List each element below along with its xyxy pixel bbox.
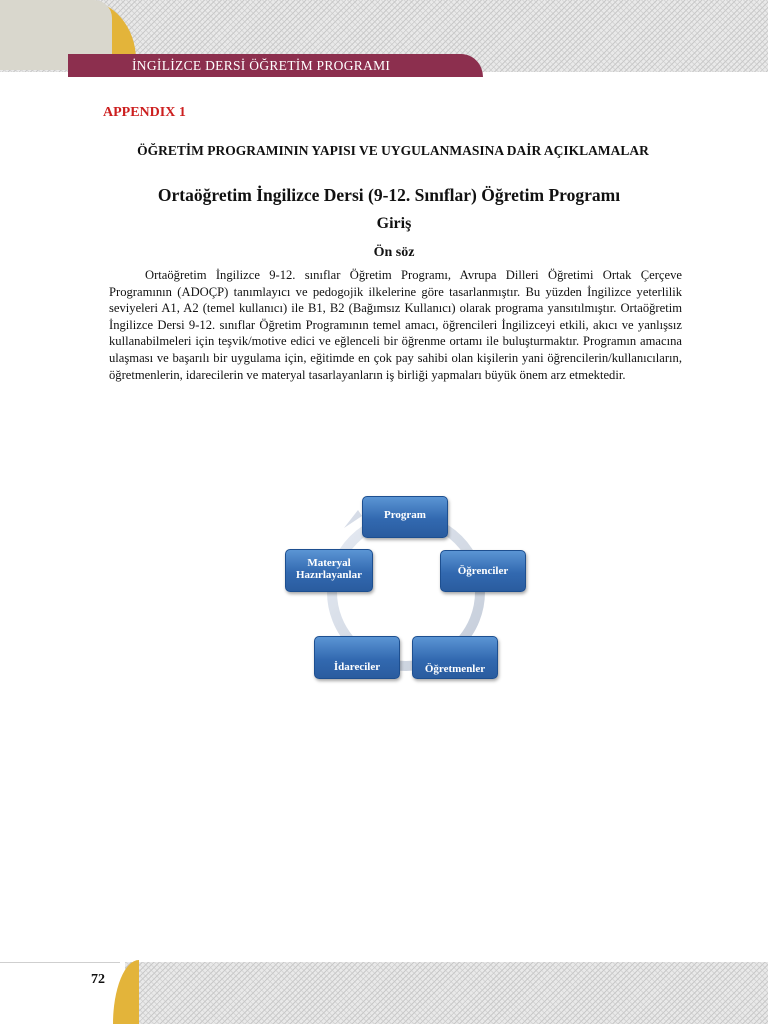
node-idareciler: İdareciler xyxy=(314,636,400,679)
node-ogretmenler: Öğretmenler xyxy=(412,636,498,679)
appendix-label: APPENDIX 1 xyxy=(103,105,186,120)
preface-paragraph: Ortaöğretim İngilizce 9-12. sınıflar Öğretim Programı, Avrupa Dilleri Öğretimi Ortak Çerçeve Programının (ADOÇP) tanımlayıcı ve pedogojik ilkelerine göre tasarlanmıştır. Bu yüzden İngilizce yeterlilik seviyeleri A1, A2 (temel kullanıcı) ile B1, B2 (Bağımsız Kullanıcı) olarak programa yansıtılmıştır. Ortaöğretim İngilizce Dersi 9-12. sınıflar Öğretim Programının temel amacı, öğrencileri İngilizceyi etkili, akıcı ve yanlışsız kullanabilmeleri için teşvik/motive edici ve eğlenceli bir öğrenme ortamı ile buluşturmaktır. Programın amacına ulaşması ve başarılı bir uygulama için, eğitimde en çok pay sahibi olan kişilerin yani öğrencilerin/kullanıcıların, öğretmenlerin, idarecilerin ve materyal tasarlayanların iş birliği yapmaları büyük önem arz etmektedir. xyxy=(109,268,682,382)
footer-hatched-background xyxy=(125,962,768,1024)
document-title: Ortaöğretim İngilizce Dersi (9-12. Sınıflar) Öğretim Programı xyxy=(157,185,621,205)
section-heading: ÖĞRETİM PROGRAMININ YAPISI VE UYGULANMASINA DAİR AÇIKLAMALAR xyxy=(137,143,649,158)
running-header-title: İNGİLİZCE DERSİ ÖĞRETİM PROGRAMI xyxy=(132,58,391,73)
node-materyal-hazirlayanlar: Materyal Hazırlayanlar xyxy=(285,549,373,592)
page-number: 72 xyxy=(91,972,105,987)
preface-heading: Ön söz xyxy=(373,245,415,260)
intro-heading: Giriş xyxy=(376,215,412,232)
node-program: Program xyxy=(362,496,448,538)
cycle-arrowhead xyxy=(344,510,362,528)
stakeholder-cycle-diagram xyxy=(280,492,532,686)
node-ogrenciler: Öğrenciler xyxy=(440,550,526,592)
